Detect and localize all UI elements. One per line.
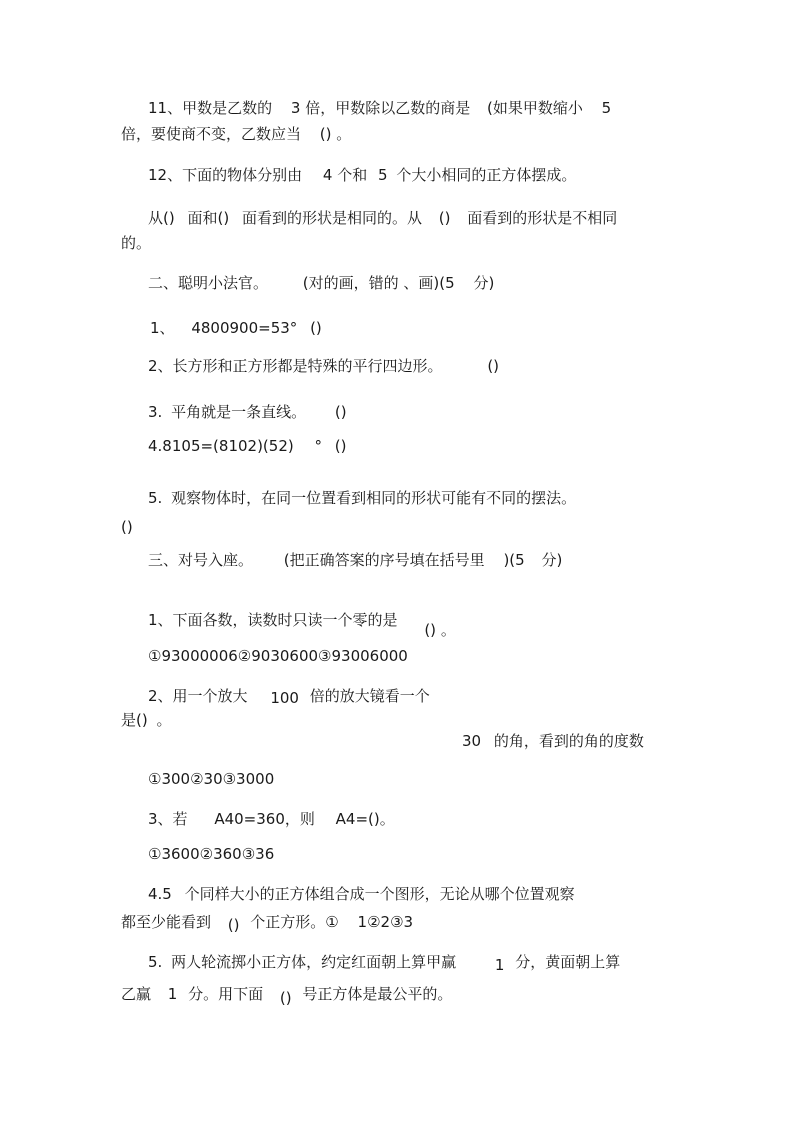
text: 5. bbox=[148, 953, 163, 971]
s2-item3 bbox=[148, 402, 347, 422]
text: (如果甲数缩小 bbox=[487, 99, 583, 117]
text: 面看到的形状是不相同 bbox=[467, 209, 618, 227]
text: 5 bbox=[378, 166, 388, 184]
text: 倍，要使商不变，乙数应当 bbox=[121, 125, 302, 143]
s3-q3-options bbox=[148, 844, 274, 864]
text: 1、 bbox=[150, 319, 175, 337]
text: 观察物体时，在同一位置看到相同的形状可能有不同的摆法。 bbox=[171, 489, 577, 507]
text: 。 bbox=[156, 711, 172, 729]
s3-q2-options bbox=[148, 769, 274, 789]
s2-item5 bbox=[148, 488, 576, 508]
answer-blank[interactable]: () bbox=[424, 621, 437, 639]
options-list: ①3600②360③36 bbox=[148, 845, 275, 863]
text: 2、长方形和正方形都是特殊的平行四边形。 bbox=[148, 357, 443, 375]
q11-line2 bbox=[121, 124, 351, 144]
text: 100 bbox=[270, 689, 299, 707]
text: 2、用一个放大 bbox=[148, 687, 248, 705]
text: 的。 bbox=[121, 234, 152, 252]
text: 从() bbox=[148, 209, 175, 227]
section-heading: 三、对号入座。 bbox=[148, 551, 254, 569]
text: A40=360，则 bbox=[214, 810, 315, 828]
text: 乙赢 bbox=[121, 985, 152, 1003]
text: A4=()。 bbox=[335, 810, 395, 828]
text: 30 bbox=[462, 732, 482, 750]
s3-q2-line1 bbox=[148, 686, 430, 706]
q12-line3 bbox=[121, 233, 151, 253]
options-list: ①93000006②9030600③93006000 bbox=[148, 647, 408, 665]
text: 5 bbox=[601, 99, 612, 117]
answer-blank[interactable]: () bbox=[334, 403, 347, 421]
text: )(5 bbox=[503, 551, 525, 569]
text: 个同样大小的正方体组合成一个图形，无论从哪个位置观察 bbox=[184, 885, 575, 903]
text: 。 bbox=[440, 621, 456, 639]
text: 4.5 bbox=[148, 885, 172, 903]
s3-q2-line2 bbox=[121, 710, 172, 730]
s2-item5-blank bbox=[121, 517, 133, 537]
text: 个大小相同的正方体摆成。 bbox=[396, 166, 577, 184]
text: 5. bbox=[148, 489, 163, 507]
text: 1 bbox=[167, 985, 178, 1003]
text: 分) bbox=[541, 551, 563, 569]
text: 个正方形。① bbox=[250, 913, 339, 931]
text: 平角就是一条直线。 bbox=[171, 403, 307, 421]
text: 倍，甲数除以乙数的商是 bbox=[305, 99, 471, 117]
text: 倍的放大镜看一个 bbox=[309, 687, 430, 705]
text: 。 bbox=[336, 125, 352, 143]
text: 3 bbox=[290, 99, 301, 117]
answer-blank[interactable]: () bbox=[227, 916, 240, 934]
answer-blank[interactable]: 是() bbox=[121, 711, 148, 729]
answer-blank[interactable]: () bbox=[319, 125, 332, 143]
text: 12、下面的物体分别由 bbox=[148, 166, 303, 184]
text: 分，黄面朝上算 bbox=[515, 953, 621, 971]
q12-line2 bbox=[148, 208, 617, 228]
answer-blank[interactable]: () bbox=[310, 319, 322, 337]
s3-q3 bbox=[148, 809, 395, 829]
answer-blank[interactable]: () bbox=[438, 209, 451, 227]
s3-q1-options bbox=[148, 646, 408, 666]
text: 4.8105=(8102)(52) bbox=[148, 437, 294, 455]
s3-q4-line2 bbox=[121, 912, 413, 932]
text: 1 bbox=[494, 956, 505, 974]
text: 两人轮流掷小正方体，约定红面朝上算甲赢 bbox=[171, 953, 457, 971]
section-heading: 二、聪明小法官。 bbox=[148, 274, 269, 292]
text: 都至少能看到 bbox=[121, 913, 212, 931]
text: 4800900=53° bbox=[191, 319, 298, 337]
answer-blank[interactable]: () bbox=[487, 357, 500, 375]
text: 分。用下面 bbox=[188, 985, 264, 1003]
text: 1②2③3 bbox=[357, 913, 414, 931]
q12-line1 bbox=[148, 165, 576, 185]
text: 1、下面各数，读数时只读一个零的是 bbox=[148, 611, 398, 629]
s2-item1 bbox=[150, 318, 322, 338]
answer-blank[interactable]: () bbox=[121, 518, 133, 536]
s3-q5-line1 bbox=[148, 952, 620, 972]
s3-q5-line2 bbox=[121, 984, 453, 1007]
text: 面看到的形状是相同的。从 bbox=[242, 209, 423, 227]
text: (对的画，错的 、画)(5 bbox=[302, 274, 455, 292]
s3-q4-line1 bbox=[148, 884, 575, 904]
answer-blank[interactable]: () bbox=[334, 437, 347, 455]
s3-q1 bbox=[148, 610, 456, 639]
text: 11、甲数是乙数的 bbox=[148, 99, 273, 117]
text: 的角，看到的角的度数 bbox=[493, 732, 644, 750]
options-list: ①300②30③3000 bbox=[148, 770, 275, 788]
q11-line1 bbox=[148, 98, 611, 118]
text: ° bbox=[314, 437, 323, 455]
section2-title bbox=[148, 273, 494, 293]
text: (把正确答案的序号填在括号里 bbox=[283, 551, 485, 569]
text: 3. bbox=[148, 403, 163, 421]
answer-blank[interactable]: () bbox=[279, 989, 292, 1007]
text: 分) bbox=[473, 274, 495, 292]
s3-q2-line3 bbox=[462, 731, 644, 751]
text: 个和 bbox=[337, 166, 368, 184]
text: 面和() bbox=[187, 209, 230, 227]
text: 4 bbox=[322, 166, 333, 184]
text: 3、若 bbox=[148, 810, 188, 828]
s2-item4 bbox=[148, 436, 347, 456]
s2-item2 bbox=[148, 356, 499, 376]
text: 号正方体是最公平的。 bbox=[302, 985, 453, 1003]
section3-title bbox=[148, 550, 562, 570]
